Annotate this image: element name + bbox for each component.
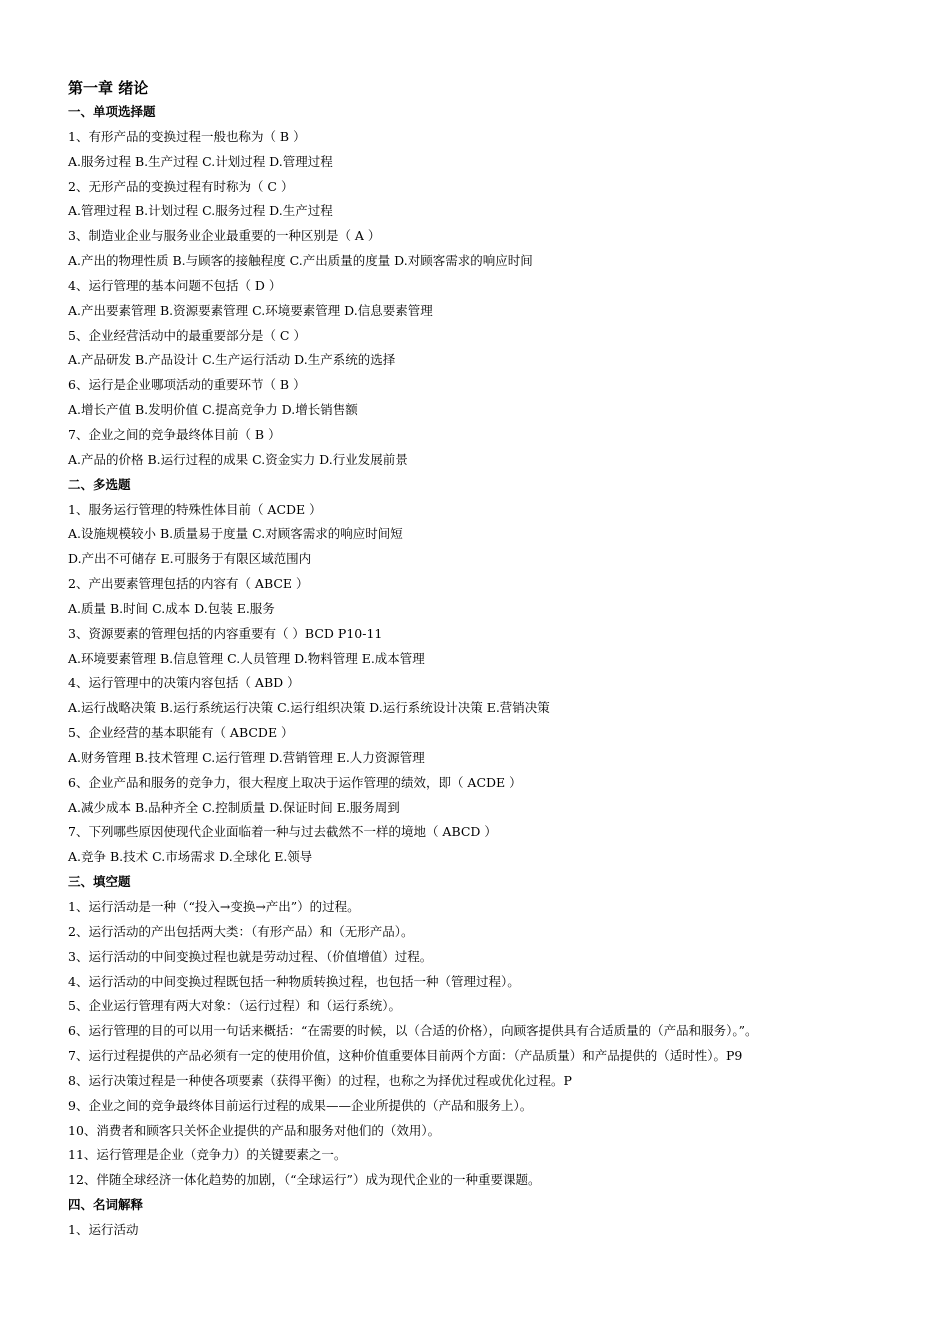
question-line: 5、企业运行管理有两大对象：（运行过程）和（运行系统）。 bbox=[68, 998, 401, 1014]
question-line: 12、伴随全球经济一体化趋势的加剧，（“全球运行”）成为现代企业的一种重要课题。 bbox=[68, 1172, 541, 1188]
question-line: 7、运行过程提供的产品必须有一定的使用价值，这种价值重要体目前两个方面：（产品质量）和产品提供的（适时性）。P9 bbox=[68, 1048, 743, 1064]
question-line: A.竞争 B.技术 C.市场需求 D.全球化 E.领导 bbox=[68, 849, 313, 865]
question-line: 4、运行活动的中间变换过程既包括一种物质转换过程，也包括一种（管理过程）。 bbox=[68, 973, 520, 989]
question-line: 10、消费者和顾客只关怀企业提供的产品和服务对他们的（效用）。 bbox=[68, 1122, 441, 1138]
question-line: 2、无形产品的变换过程有时称为（ C ） bbox=[68, 178, 294, 194]
question-line: 3、运行活动的中间变换过程也就是劳动过程、（价值增值）过程。 bbox=[68, 948, 433, 964]
question-line: A.服务过程 B.生产过程 C.计划过程 D.管理过程 bbox=[68, 153, 333, 169]
document-page bbox=[68, 76, 936, 1243]
question-line: A.产出要素管理 B.资源要素管理 C.环境要素管理 D.信息要素管理 bbox=[68, 302, 433, 318]
question-line: 7、下列哪些原因使现代企业面临着一种与过去截然不一样的境地（ ABCD ） bbox=[68, 824, 497, 840]
question-line: A.产品研发 B.产品设计 C.生产运行活动 D.生产系统的选择 bbox=[68, 352, 396, 368]
question-line: A.环境要素管理 B.信息管理 C.人员管理 D.物料管理 E.成本管理 bbox=[68, 650, 425, 666]
question-line: 5、企业经营的基本职能有（ ABCDE ） bbox=[68, 725, 294, 741]
section-heading: 二、多选题 bbox=[68, 476, 131, 492]
question-line: A.设施规模较小 B.质量易于度量 C.对顾客需求的响应时间短 bbox=[68, 526, 403, 542]
question-line: 5、企业经营活动中的最重要部分是（ C ） bbox=[68, 327, 306, 343]
question-line: 1、运行活动是一种（“投入→变换→产出”）的过程。 bbox=[68, 899, 360, 914]
question-line: D.产出不可储存 E.可服务于有限区域范围内 bbox=[68, 551, 312, 567]
question-line: 7、企业之间的竞争最终体目前（ B ） bbox=[68, 426, 281, 442]
question-line: A.产品的价格 B.运行过程的成果 C.资金实力 D.行业发展前景 bbox=[68, 451, 408, 467]
question-line: A.产出的物理性质 B.与顾客的接触程度 C.产出质量的度量 D.对顾客需求的响应时间 bbox=[68, 253, 533, 269]
question-line: A.运行战略决策 B.运行系统运行决策 C.运行组织决策 D.运行系统设计决策 E.营销决策 bbox=[68, 700, 550, 716]
question-line: 2、运行活动的产出包括两大类：（有形产品）和（无形产品）。 bbox=[68, 923, 414, 939]
question-line: 6、运行管理的目的可以用一句话来概括：“在需要的时候，以（合适的价格），向顾客提供具有合适质量的（产品和服务）。”。 bbox=[68, 1023, 758, 1039]
question-line: 1、运行活动 bbox=[68, 1221, 139, 1237]
question-line: 6、运行是企业哪项活动的重要环节（ B ） bbox=[68, 377, 306, 393]
question-line: 4、运行管理中的决策内容包括（ ABD ） bbox=[68, 675, 300, 691]
section-heading: 四、名词解释 bbox=[68, 1197, 144, 1213]
question-line: 6、企业产品和服务的竞争力，很大程度上取决于运作管理的绩效，即（ ACDE ） bbox=[68, 774, 522, 790]
question-line: 3、制造业企业与服务业企业最重要的一种区别是（ A ） bbox=[68, 228, 381, 244]
section-heading: 一、单项选择题 bbox=[68, 104, 156, 119]
question-line: A.减少成本 B.品种齐全 C.控制质量 D.保证时间 E.服务周到 bbox=[68, 799, 400, 815]
question-line: A.财务管理 B.技术管理 C.运行管理 D.营销管理 E.人力资源管理 bbox=[68, 749, 425, 765]
question-line: 9、企业之间的竞争最终体目前运行过程的成果——企业所提供的（产品和服务上）。 bbox=[68, 1097, 533, 1113]
question-line: 8、运行决策过程是一种使各项要素（获得平衡）的过程，也称之为择优过程或优化过程。P bbox=[68, 1072, 572, 1088]
document-body bbox=[68, 100, 936, 1243]
question-line: A.管理过程 B.计划过程 C.服务过程 D.生产过程 bbox=[68, 203, 333, 219]
section-heading: 三、填空题 bbox=[68, 874, 131, 890]
chapter-title: 第一章 绪论 bbox=[68, 79, 149, 97]
question-line: 1、有形产品的变换过程一般也称为（ B ） bbox=[68, 128, 306, 144]
question-line: 11、运行管理是企业（竞争力）的关键要素之一。 bbox=[68, 1147, 347, 1163]
question-line: A.增长产值 B.发明价值 C.提高竞争力 D.增长销售额 bbox=[68, 402, 358, 418]
question-line: 4、运行管理的基本问题不包括（ D ） bbox=[68, 277, 282, 293]
question-line: 1、服务运行管理的特殊性体目前（ ACDE ） bbox=[68, 501, 322, 517]
question-line: A.质量 B.时间 C.成本 D.包装 E.服务 bbox=[68, 600, 275, 616]
question-line: 3、资源要素的管理包括的内容重要有（ ）BCD P10-11 bbox=[68, 625, 383, 641]
question-line: 2、产出要素管理包括的内容有（ ABCE ） bbox=[68, 576, 309, 592]
